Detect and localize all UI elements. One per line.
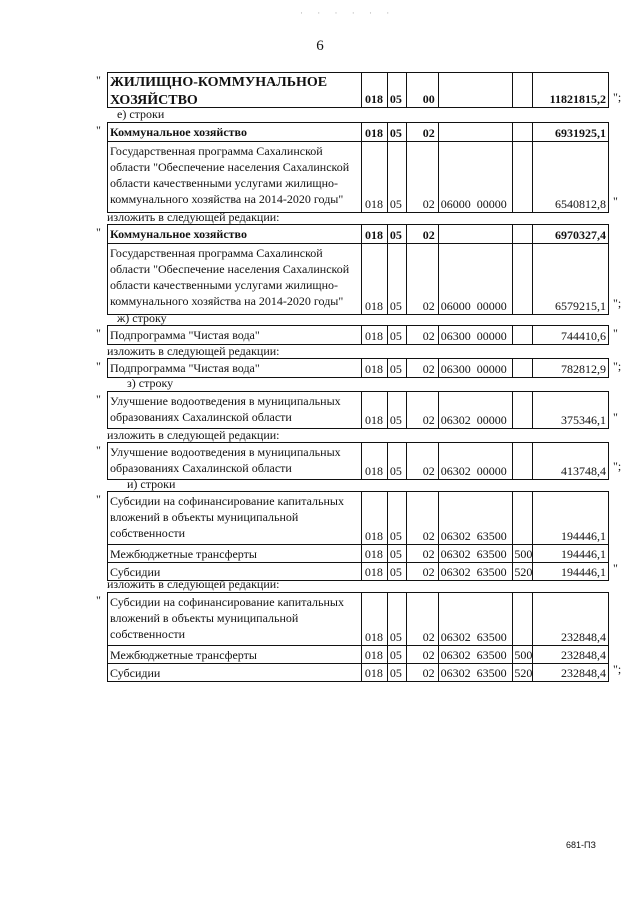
row-name: Субсидии на софинансирование капитальных вложений в объекты муниципальной собственности: [110, 494, 344, 540]
row-rz: 05: [387, 123, 406, 141]
row-pr: 02: [406, 244, 438, 314]
row-csr: 06302 63500: [438, 646, 513, 663]
table-row: [108, 123, 608, 141]
open-quote: ": [96, 359, 101, 373]
row-rz: 05: [387, 359, 406, 377]
row-csr: 06302 63500: [438, 664, 513, 681]
row-ved: 018: [361, 225, 387, 243]
row-vr: [512, 225, 532, 243]
row-name: Подпрограмма "Чистая вода": [110, 328, 260, 342]
row-sum: 6540812,8: [532, 142, 608, 212]
open-quote: ": [96, 123, 101, 137]
close-quote: ";: [613, 359, 622, 373]
row-pr: 02: [406, 359, 438, 377]
replace-label: изложить в следующей редакции:: [107, 344, 280, 358]
close-quote: ";: [613, 459, 622, 473]
row-sum: 782812,9: [532, 359, 608, 377]
row-rz: 05: [387, 563, 406, 580]
row-rz: 05: [387, 225, 406, 243]
row-csr: 06302 63500: [438, 563, 513, 580]
table-block-new-drainage: [107, 442, 609, 480]
row-csr: 06302 00000: [438, 443, 513, 479]
table-block-old-clean-water: [107, 325, 609, 345]
table-block-old-subsidies: [107, 491, 609, 581]
row-pr: 02: [406, 492, 438, 544]
row-rz: 05: [387, 664, 406, 681]
row-pr: 02: [406, 664, 438, 681]
table-row: [108, 392, 608, 428]
row-vr: [512, 73, 532, 107]
row-vr: [512, 443, 532, 479]
open-quote: ": [96, 326, 101, 340]
row-name: Государственная программа Сахалинской области "Обеспечение населения Сахалинской области качественными услугами жилищно-коммунального хозяйства на 2014-2020 годы": [110, 144, 350, 206]
table-row: [108, 663, 608, 681]
table-block-housing: [107, 72, 609, 108]
table-row: [108, 645, 608, 663]
table-block-new-clean-water: [107, 358, 609, 378]
row-pr: 02: [406, 326, 438, 344]
row-name: Субсидии: [110, 565, 161, 579]
close-quote: ": [613, 194, 618, 208]
row-name: Субсидии: [110, 666, 161, 680]
row-ved: 018: [361, 563, 387, 580]
row-vr: [512, 326, 532, 344]
row-rz: 05: [387, 392, 406, 428]
open-quote: ": [96, 492, 101, 506]
table-row: [108, 243, 608, 314]
row-ved: 018: [361, 664, 387, 681]
row-pr: 02: [406, 545, 438, 562]
row-pr: 02: [406, 646, 438, 663]
table-row: [108, 225, 608, 243]
row-vr: 500: [514, 547, 533, 561]
row-sum: 11821815,2: [532, 73, 608, 107]
row-csr: 06000 00000: [438, 142, 513, 212]
row-vr: [512, 593, 532, 645]
table-row: [108, 492, 608, 544]
table-row: [108, 73, 608, 107]
row-vr: [512, 492, 532, 544]
row-sum: 744410,6: [532, 326, 608, 344]
row-name: Межбюджетные трансферты: [110, 547, 257, 561]
row-ved: 018: [361, 73, 387, 107]
close-quote: ";: [613, 90, 622, 104]
replace-label: изложить в следующей редакции:: [107, 428, 280, 442]
section-label-z: з) строку: [127, 376, 174, 390]
row-csr: [438, 123, 513, 141]
table-row: [108, 141, 608, 212]
table-block-old-communal: [107, 122, 609, 213]
row-vr: [512, 123, 532, 141]
row-ved: 018: [361, 123, 387, 141]
row-pr: 02: [406, 225, 438, 243]
row-csr: [438, 225, 513, 243]
row-name: ЖИЛИЩНО-КОММУНАЛЬНОЕ ХОЗЯЙСТВО: [110, 75, 328, 108]
row-name: Субсидии на софинансирование капитальных вложений в объекты муниципальной собственности: [110, 595, 344, 641]
row-rz: 05: [387, 142, 406, 212]
section-label-i: и) строки: [127, 477, 176, 491]
row-pr: 02: [406, 563, 438, 580]
row-rz: 05: [387, 545, 406, 562]
row-sum: 232848,4: [532, 664, 608, 681]
row-vr: 520: [514, 666, 533, 680]
table-row: [108, 544, 608, 562]
table-row: [108, 326, 608, 344]
row-name: Межбюджетные трансферты: [110, 648, 257, 662]
row-pr: 02: [406, 443, 438, 479]
row-name: Подпрограмма "Чистая вода": [110, 361, 260, 375]
row-ved: 018: [361, 326, 387, 344]
row-vr: [512, 142, 532, 212]
row-ved: 018: [361, 646, 387, 663]
row-ved: 018: [361, 244, 387, 314]
row-ved: 018: [361, 142, 387, 212]
row-vr: [512, 359, 532, 377]
section-label-zh: ж) строку: [117, 311, 167, 325]
row-rz: 05: [387, 244, 406, 314]
row-vr: 500: [514, 648, 533, 662]
row-name: Государственная программа Сахалинской области "Обеспечение населения Сахалинской области качественными услугами жилищно-коммунального хозяйства на 2014-2020 годы": [110, 246, 350, 308]
row-rz: 05: [387, 443, 406, 479]
section-label-e: е) строки: [117, 107, 165, 121]
row-ved: 018: [361, 392, 387, 428]
row-ved: 018: [361, 443, 387, 479]
page-number: 6: [316, 38, 324, 54]
row-ved: 018: [361, 593, 387, 645]
row-name: Коммунальное хозяйство: [110, 125, 247, 139]
row-rz: 05: [387, 492, 406, 544]
row-name: Улучшение водоотведения в муниципальных образованиях Сахалинской области: [110, 394, 341, 424]
row-vr: [512, 392, 532, 428]
table-block-new-communal: [107, 224, 609, 315]
row-sum: 232848,4: [532, 593, 608, 645]
row-sum: 6579215,1: [532, 244, 608, 314]
row-rz: 05: [387, 646, 406, 663]
row-ved: 018: [361, 492, 387, 544]
row-pr: 02: [406, 593, 438, 645]
row-csr: 06300 00000: [438, 326, 513, 344]
row-name: Коммунальное хозяйство: [110, 227, 247, 241]
row-csr: [438, 73, 513, 107]
row-rz: 05: [387, 326, 406, 344]
footer-code: 681-ПЗ: [566, 840, 596, 850]
open-quote: ": [96, 73, 101, 87]
close-quote: ": [613, 326, 618, 340]
table-block-new-subsidies: [107, 592, 609, 682]
row-sum: 194446,1: [532, 492, 608, 544]
row-csr: 06000 00000: [438, 244, 513, 314]
row-ved: 018: [361, 545, 387, 562]
open-quote: ": [96, 593, 101, 607]
close-quote: ";: [613, 662, 622, 676]
row-sum: 194446,1: [532, 563, 608, 580]
row-ved: 018: [361, 359, 387, 377]
row-name: Улучшение водоотведения в муниципальных образованиях Сахалинской области: [110, 445, 341, 475]
row-csr: 06300 00000: [438, 359, 513, 377]
open-quote: ": [96, 443, 101, 457]
row-csr: 06302 63500: [438, 545, 513, 562]
row-sum: 6970327,4: [532, 225, 608, 243]
row-csr: 06302 63500: [438, 593, 513, 645]
row-csr: 06302 00000: [438, 392, 513, 428]
row-vr: [512, 244, 532, 314]
table-row: [108, 443, 608, 479]
close-quote: ";: [613, 296, 622, 310]
row-pr: 02: [406, 142, 438, 212]
replace-label: изложить в следующей редакции:: [107, 210, 280, 224]
close-quote: ": [613, 410, 618, 424]
row-sum: 232848,4: [532, 646, 608, 663]
row-sum: 375346,1: [532, 392, 608, 428]
close-quote: ": [613, 561, 618, 575]
row-rz: 05: [387, 73, 406, 107]
replace-label: изложить в следующей редакции:: [107, 577, 280, 591]
open-quote: ": [96, 225, 101, 239]
row-csr: 06302 63500: [438, 492, 513, 544]
row-rz: 05: [387, 593, 406, 645]
table-row: [108, 593, 608, 645]
row-sum: 6931925,1: [532, 123, 608, 141]
row-sum: 194446,1: [532, 545, 608, 562]
row-pr: 02: [406, 392, 438, 428]
row-pr: 00: [406, 73, 438, 107]
row-vr: 520: [514, 565, 533, 579]
row-sum: 413748,4: [532, 443, 608, 479]
scan-noise: · · · · · ·: [300, 8, 396, 18]
row-pr: 02: [406, 123, 438, 141]
open-quote: ": [96, 392, 101, 406]
table-block-old-drainage: [107, 391, 609, 429]
table-row: [108, 359, 608, 377]
